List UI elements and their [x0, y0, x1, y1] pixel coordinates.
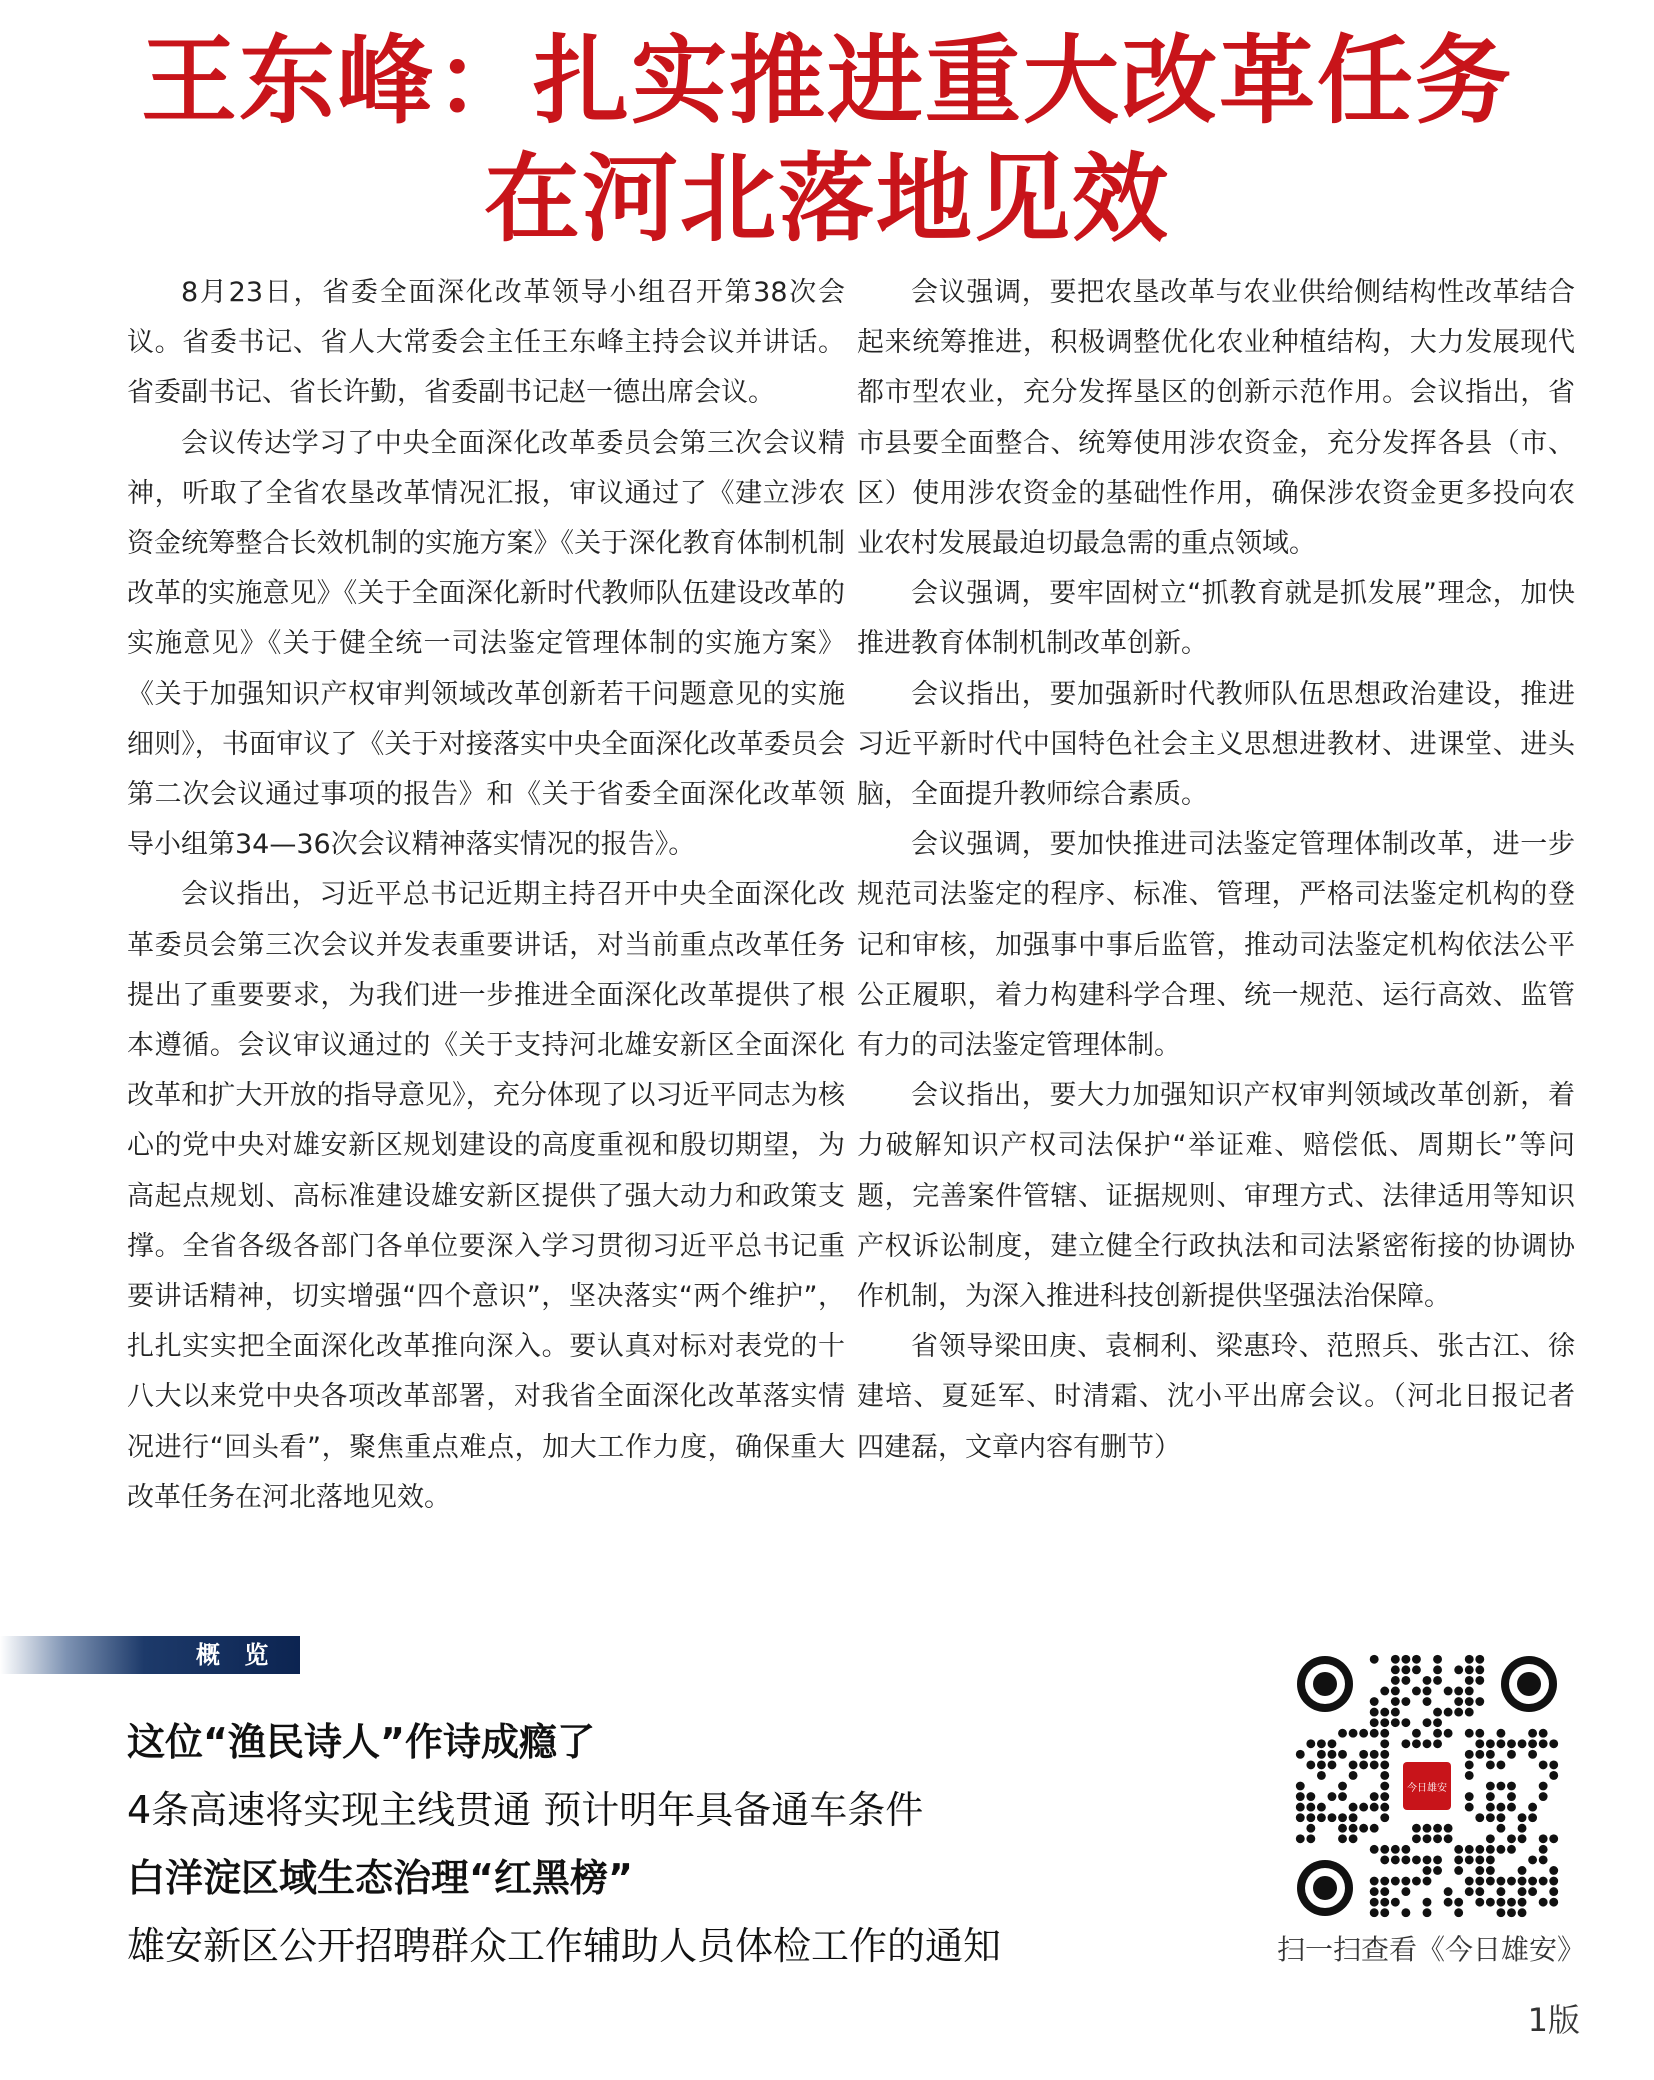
- headline-line-2: 在河北落地见效: [484, 142, 1170, 255]
- overview-link[interactable]: 雄安新区公开招聘群众工作辅助人员体检工作的通知: [127, 1924, 1002, 1968]
- overview-banner: [0, 1636, 300, 1674]
- article-column-left: [127, 268, 845, 1523]
- article-paragraph: 会议指出，要大力加强知识产权审判领域改革创新，着力破解知识产权司法保护“举证难、赔偿低、周期长”等问题，完善案件管辖、证据规则、审理方式、法律适用等知识产权诉讼制度，建立健全行政执法和司法紧密衔接的协调协作机制，为深入推进科技创新提供坚强法治保障。: [857, 1080, 1575, 1313]
- qr-caption: 扫一扫查看《今日雄安》: [1276, 1933, 1585, 1966]
- page-number: 1版: [1527, 2001, 1580, 2039]
- headline: [0, 22, 1654, 258]
- overview-link[interactable]: 4条高速将实现主线贯通 预计明年具备通车条件: [127, 1788, 924, 1832]
- overview-list: [127, 1708, 1127, 1980]
- overview-banner-label: 概 览: [196, 1641, 277, 1669]
- article-paragraph: 省领导梁田庚、袁桐利、梁惠玲、范照兵、张古江、徐建培、夏延军、时清霜、沈小平出席会议。（河北日报记者 四建磊，文章内容有删节）: [857, 1331, 1575, 1463]
- headline-line-1: 王东峰：扎实推进重大改革任务: [141, 24, 1513, 137]
- article-paragraph: 会议强调，要把农垦改革与农业供给侧结构性改革结合起来统筹推进，积极调整优化农业种植结构，大力发展现代都市型农业，充分发挥垦区的创新示范作用。会议指出，省市县要全面整合、统筹使用涉农资金，充分发挥各县（市、区）使用涉农资金的基础性作用，确保涉农资金更多投向农业农村发展最迫切最急需的重点领域。: [857, 277, 1575, 560]
- article-paragraph: 8月23日，省委全面深化改革领导小组召开第38次会议。省委书记、省人大常委会主任王东峰主持会议并讲话。省委副书记、省长许勤，省委副书记赵一德出席会议。: [127, 277, 845, 409]
- overview-link[interactable]: 这位“渔民诗人”作诗成瘾了: [127, 1720, 595, 1764]
- article-paragraph: 会议传达学习了中央全面深化改革委员会第三次会议精神，听取了全省农垦改革情况汇报，审议通过了《建立涉农资金统筹整合长效机制的实施方案》《关于深化教育体制机制改革的实施意见》《关于全面深化新时代教师队伍建设改革的实施意见》《关于健全统一司法鉴定管理体制的实施方案》《关于加强知识产权审判领域改革创新若干问题意见的实施细则》，书面审议了《关于对接落实中央全面深化改革委员会第二次会议通过事项的报告》和《关于省委全面深化改革领导小组第34—36次会议精神落实情况的报告》。: [127, 427, 845, 861]
- article-paragraph: 会议指出，习近平总书记近期主持召开中央全面深化改革委员会第三次会议并发表重要讲话，对当前重点改革任务提出了重要要求，为我们进一步推进全面深化改革提供了根本遵循。会议审议通过的《关于支持河北雄安新区全面深化改革和扩大开放的指导意见》，充分体现了以习近平同志为核心的党中央对雄安新区规划建设的高度重视和殷切期望，为高起点规划、高标准建设雄安新区提供了强大动力和政策支撑。全省各级各部门各单位要深入学习贯彻习近平总书记重要讲话精神，切实增强“四个意识”，坚决落实“两个维护”，扎扎实实把全面深化改革推向深入。要认真对标对表党的十八大以来党中央各项改革部署，对我省全面深化改革落实情况进行“回头看”，聚焦重点难点，加大工作力度，确保重大改革任务在河北落地见效。: [127, 879, 845, 1513]
- qr-code-icon[interactable]: [1295, 1654, 1559, 1918]
- article-column-right: [857, 268, 1575, 1473]
- overview-link[interactable]: 白洋淀区域生态治理“红黑榜”: [127, 1856, 633, 1900]
- qr-logo-text: 今日雄安: [1407, 1783, 1447, 1794]
- article-paragraph: 会议强调，要加快推进司法鉴定管理体制改革，进一步规范司法鉴定的程序、标准、管理，严格司法鉴定机构的登记和审核，加强事中事后监管，推动司法鉴定机构依法公平公正履职，着力构建科学合理、统一规范、运行高效、监管有力的司法鉴定管理体制。: [857, 829, 1575, 1062]
- article-paragraph: 会议指出，要加强新时代教师队伍思想政治建设，推进习近平新时代中国特色社会主义思想进教材、进课堂、进头脑，全面提升教师综合素质。: [857, 678, 1575, 811]
- article-paragraph: 会议强调，要牢固树立“抓教育就是抓发展”理念，加快推进教育体制机制改革创新。: [857, 578, 1575, 660]
